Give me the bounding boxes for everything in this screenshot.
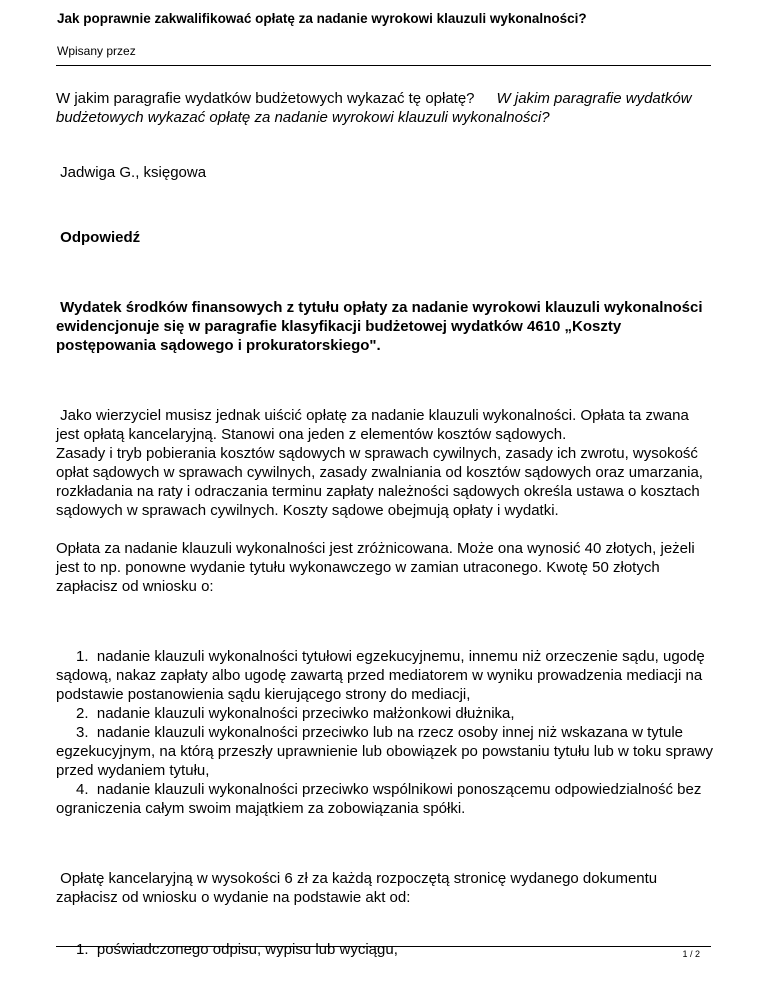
fee-50-list <box>56 647 716 818</box>
author-line: Wpisany przez <box>57 44 136 58</box>
question <box>56 89 716 127</box>
question-text: W jakim paragrafie wydatków budżetowych wykazać tę opłatę? <box>56 90 475 107</box>
answer-summary: Wydatek środków finansowych z tytułu opłaty za nadanie wyrokowi klauzuli wykonalności ewidencjonuje się w paragrafie klasyfikacji budżetowej wydatków 4610 „Koszty postępowania sądowego i prokuratorskiego". <box>56 299 703 354</box>
paragraph-3: Opłatę kancelaryjną w wysokości 6 zł za każdą rozpoczętą stronicę wydanego dokumentu zapłacisz od wniosku o wydanie na podstawie akt od: <box>56 870 658 906</box>
document-title: Jak poprawnie zakwalifikować opłatę za nadanie wyrokowi klauzuli wykonalności? <box>57 11 587 26</box>
article-body <box>56 89 716 959</box>
list-item: 1. poświadczonego odpisu, wypisu lub wyciągu, <box>76 941 398 958</box>
fee-6-list <box>56 940 716 959</box>
header-divider <box>56 65 711 66</box>
paragraph-2: Opłata za nadanie klauzuli wykonalności jest zróżnicowana. Może ona wynosić 40 złotych, jeżeli jest to np. ponowne wydanie tytułu wykonawczego w zamian utraconego. Kwotę 50 złotych zapłacisz od wniosku o: <box>56 540 695 595</box>
list-item: 1. nadanie klauzuli wykonalności tytułowi egzekucyjnemu, innemu niż orzeczenie sądu, ugodę sądową, nakaz zapłaty albo ugodę zawartą przed mediatorem w wyniku prowadzenia mediacji na podstawie postanowienia sądu kierującego strony do mediacji, <box>56 648 705 703</box>
question-italic: W jakim paragrafie wydatków budżetowych wykazać opłatę za nadanie wyrokowi klauzuli wykonalności? <box>56 90 692 126</box>
page-number: 1 / 2 <box>682 949 700 959</box>
paragraph-1: Jako wierzyciel musisz jednak uiścić opłatę za nadanie klauzuli wykonalności. Opłata ta zwana jest opłatą kancelaryjną. Stanowi ona jeden z elementów kosztów sądowych. Zasady i tryb pobierania kosztów sądowych w sprawach cywilnych, zasady ich zwrotu, wysokość opłat sądowych w sprawach cywilnych, zasady zwalniania od kosztów sądowych oraz umarzania, rozkładania na raty i odraczania terminu zapłaty należności sądowych określa ustawa o kosztach sądowych w sprawach cywilnych. Koszty sądowe obejmują opłaty i wydatki. <box>56 407 703 519</box>
list-item: 2. nadanie klauzuli wykonalności przeciwko małżonkowi dłużnika, <box>76 705 515 722</box>
answer-heading: Odpowiedź <box>60 229 141 246</box>
list-item: 4. nadanie klauzuli wykonalności przeciwko wspólnikowi ponoszącemu odpowiedzialność bez ograniczenia całym swoim majątkiem za zobowiązania spółki. <box>56 781 702 817</box>
list-item: 3. nadanie klauzuli wykonalności przeciwko lub na rzecz osoby innej niż wskazana w tytule egzekucyjnym, na którą przeszły uprawnienie lub obowiązek po powstaniu tytułu lub w toku sprawy przed wydaniem tytułu, <box>56 724 714 779</box>
footer-divider <box>56 946 711 947</box>
question-author: Jadwiga G., księgowa <box>60 164 207 181</box>
